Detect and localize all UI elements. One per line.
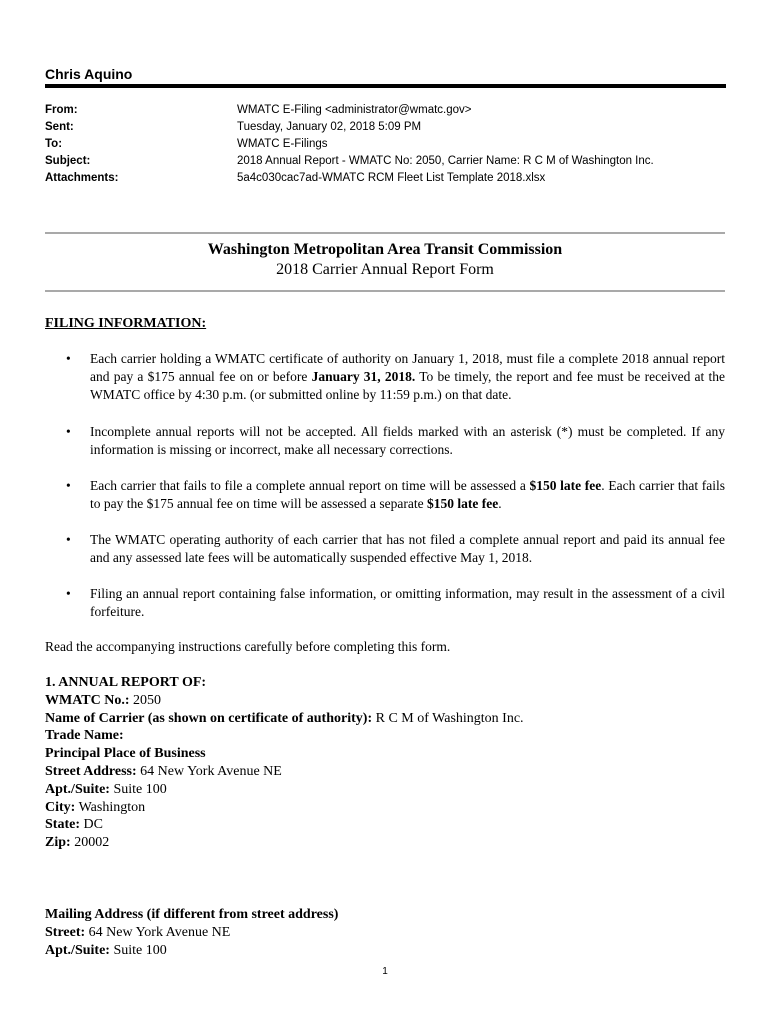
- bullet-marker: •: [66, 478, 71, 493]
- email-header-sent: [45, 119, 735, 136]
- state-field: [45, 816, 524, 834]
- trade-name-field: Trade Name:: [45, 728, 124, 744]
- page-number: 1: [382, 966, 388, 977]
- bullet-text: To be timely, the report and fee must be received at the WMATC office by 4:30 p.m. (or submitted online by 11:59 p.m.) on that date.: [90, 369, 725, 402]
- email-sender-name: Chris Aquino: [45, 66, 133, 82]
- field-label: Apt./Suite:: [45, 942, 110, 958]
- late-fee-amount: $150 late fee: [427, 496, 499, 511]
- bullet-marker: •: [66, 351, 71, 366]
- zip-field: [45, 834, 524, 852]
- late-fee-amount: $150 late fee: [529, 478, 602, 493]
- filing-bullet-deadline: [90, 350, 725, 404]
- title-top-divider: [45, 232, 725, 234]
- email-header-attachments: [45, 170, 735, 187]
- mailing-address-section: [45, 906, 338, 959]
- attachment-filename[interactable]: 5a4c030cac7ad-WMATC RCM Fleet List Template 2018.xlsx: [237, 172, 546, 184]
- filing-information-heading: FILING INFORMATION:: [45, 316, 207, 331]
- filing-bullet-late-fee: [90, 477, 725, 513]
- header-label: Subject:: [45, 155, 91, 167]
- field-value: 20002: [74, 835, 110, 851]
- carrier-name-field: [45, 710, 524, 728]
- bullet-marker: •: [66, 532, 71, 547]
- header-value: WMATC E-Filings: [237, 138, 328, 150]
- header-label: From:: [45, 104, 78, 116]
- email-header-to: [45, 136, 735, 153]
- filing-bullet-suspension: The WMATC operating authority of each carrier that has not filed a complete annual report and paid its annual fee and any assessed late fees will be automatically suspended effective May 1, 2018.: [90, 532, 725, 565]
- email-header-subject: [45, 153, 735, 170]
- bullet-marker: •: [66, 424, 71, 439]
- bullet-text: Each carrier that fails to file a complete annual report on time will be assessed a: [90, 478, 530, 493]
- header-label: Sent:: [45, 121, 74, 133]
- field-value: 64 New York Avenue NE: [88, 924, 231, 940]
- form-title: Washington Metropolitan Area Transit Commission: [207, 241, 563, 258]
- field-label: Street Address:: [45, 763, 137, 779]
- deadline-date: January 31, 2018.: [311, 369, 416, 384]
- principal-place-heading: Principal Place of Business: [45, 746, 206, 762]
- field-label: WMATC No.:: [45, 692, 130, 708]
- annual-report-heading: 1. ANNUAL REPORT OF:: [45, 675, 207, 690]
- sender-divider: [45, 84, 726, 88]
- bullet-text: . Each carrier that fails to pay the $175 annual fee on time will be assessed a separate: [90, 478, 726, 511]
- form-subtitle: 2018 Carrier Annual Report Form: [276, 261, 494, 278]
- field-value: DC: [83, 817, 103, 833]
- field-value: Suite 100: [113, 942, 167, 958]
- email-headers: [45, 102, 735, 187]
- field-label: Zip:: [45, 835, 71, 851]
- city-field: [45, 799, 524, 817]
- apt-suite-field: [45, 781, 524, 799]
- header-value: Tuesday, January 02, 2018 5:09 PM: [237, 121, 422, 133]
- annual-report-section: [45, 674, 524, 852]
- field-value: R C M of Washington Inc.: [375, 710, 524, 726]
- filing-bullet-forfeiture: Filing an annual report containing false information, or omitting information, may result in the assessment of a civil forfeiture.: [90, 586, 725, 619]
- title-bottom-divider: [45, 290, 725, 292]
- header-value: 2018 Annual Report - WMATC No: 2050, Carrier Name: R C M of Washington Inc.: [237, 155, 654, 167]
- read-instructions-note: Read the accompanying instructions carefully before completing this form.: [45, 639, 451, 654]
- mailing-apt-suite-field: [45, 942, 338, 960]
- field-value: Suite 100: [113, 781, 167, 797]
- street-address-field: [45, 763, 524, 781]
- header-value: WMATC E-Filing <administrator@wmatc.gov>: [237, 104, 472, 116]
- wmatc-number-field: [45, 692, 524, 710]
- field-value: 64 New York Avenue NE: [140, 763, 282, 779]
- header-label: Attachments:: [45, 172, 119, 184]
- field-label: Name of Carrier (as shown on certificate of authority):: [45, 710, 373, 726]
- bullet-marker: •: [66, 586, 71, 601]
- field-value: Washington: [78, 799, 146, 815]
- email-header-from: [45, 102, 735, 119]
- bullet-text: .: [498, 496, 502, 511]
- mailing-address-heading: Mailing Address (if different from street address): [45, 907, 339, 922]
- field-label: Apt./Suite:: [45, 781, 110, 797]
- form-title-block: [45, 240, 725, 280]
- bullet-text: Each carrier holding a WMATC certificate of authority on January 1, 2018, must file a complete 2018 annual report and pay a $175 annual fee on or before: [90, 351, 725, 384]
- field-label: Street:: [45, 924, 86, 940]
- mailing-street-field: [45, 924, 338, 942]
- field-value: 2050: [133, 692, 162, 708]
- header-label: To:: [45, 138, 63, 150]
- field-label: City:: [45, 799, 76, 815]
- field-label: State:: [45, 817, 80, 833]
- filing-bullet-incomplete: Incomplete annual reports will not be accepted. All fields marked with an asterisk (*) must be completed. If any information is missing or incorrect, make all necessary corrections.: [90, 424, 725, 457]
